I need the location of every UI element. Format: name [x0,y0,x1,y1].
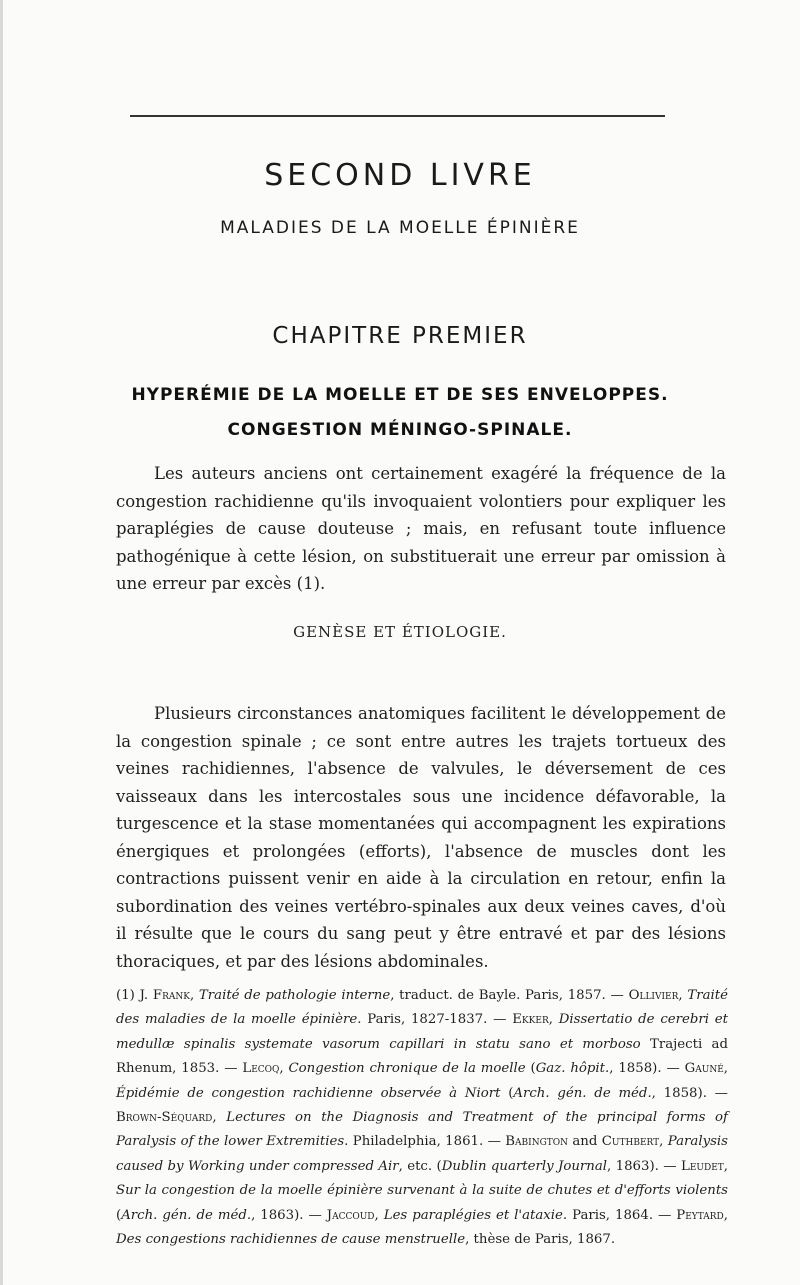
footnote-text: , 1863). — [607,1158,681,1174]
chapter-heading-line2: CONGESTION MÉNINGO-SPINALE. [227,420,573,440]
footnote-text: , [678,988,688,1003]
body-paragraph: Plusieurs circonstances anatomiques facilitent le développement de la congestion spinale ; ce sont entre autres les trajets tortueux des veines rachidiennes, l'absence de valvules, le déversement de ces vaisseaux dans les intercostales sous une incidence défavorable, la turgescence et la stase momentanées qui accompagnent les expirations énergiques et prolongées (efforts), l'absence de muscles dont les contractions puissent venir en aide à la circulation en retour, enfin la subordination des veines vertébro-spinales aux deux veines caves, d'où il résulte que le cours du sang peut y être entravé et par des lésions thoraciques, et par des lésions abdominales. [116,704,726,971]
footnote-text: ( [525,1061,536,1077]
footnote-text: Trajecti ad Rhenum, 1853. — [116,1036,728,1077]
book-subtitle: MALADIES DE LA MOELLE ÉPINIÈRE [220,218,580,238]
footnote-journal: Dublin quarterly Journal [441,1158,608,1174]
footnote-text: , traduct. de Bayle. Paris, 1857. — [390,988,629,1003]
footnote-text: , etc. ( [398,1158,442,1174]
footnote-author: Babington [505,1134,569,1150]
footnote-text: , [189,988,199,1003]
footnote-text: , thèse de Paris, 1867. [465,1232,616,1248]
footnote-author: Brown-Séquard [116,1110,213,1126]
footnote-text: , [548,1012,559,1028]
footnote-author: Leudet [681,1158,724,1174]
footnote-author: Lecoq [242,1061,280,1077]
footnote-text: , 1858). — [651,1085,728,1101]
footnote-journal: Gaz. hôpit. [535,1061,610,1077]
footnote-work-title: Sur la congestion de la moelle épinière survenant à la suite de chutes et d'efforts violents [116,1183,728,1199]
footnote-work-title: Lectures on the Diagnosis and Treatment of the principal forms of Paralysis of the lower Extremities [116,1110,728,1150]
footnote-text: , 1863). — [251,1207,327,1223]
header-rule [130,115,665,117]
footnote-author: Peytard [676,1207,724,1223]
footnote-author: Gauné [684,1061,724,1077]
footnote-journal: Arch. gén. de méd. [121,1207,252,1223]
footnote-marker: (1) [116,988,140,1003]
footnote-text: , [374,1207,384,1223]
footnote-text: , [723,1158,729,1174]
footnote-journal: Arch. gén. de méd. [513,1085,652,1101]
footnote-work-title: Traité des maladies de la moelle épinière [116,988,728,1028]
footnote-work-title: Paralysis caused by Working under compressed Air [116,1134,728,1174]
footnote-text: , [723,1061,728,1077]
footnote-work-title: Dissertatio de cerebri et medullæ spinalis systemate vasorum capillari in statu sano et morboso [116,1012,728,1052]
book-title: SECOND LIVRE [264,158,536,193]
footnote-text: . Paris, 1864. — [562,1207,677,1223]
footnote-text: , [212,1110,227,1126]
footnote-text: , [723,1207,728,1223]
footnote-text: ( [500,1085,514,1101]
footnote-work-title: Les paraplégies et l'ataxie [383,1207,563,1223]
footnote-work-title: Traité de pathologie interne [198,988,391,1003]
footnote [116,984,728,1252]
section-heading: GENÈSE ET ÉTIOLOGIE. [293,623,507,641]
footnote-work-title: Épidémie de congestion rachidienne observée à Niort [116,1085,501,1101]
footnote-text: . Philadelphia, 1861. — [344,1134,506,1150]
footnote-author: Jaccoud [326,1207,375,1223]
footnote-work-title: Congestion chronique de la moelle [288,1061,526,1077]
footnote-work-title: Des congestions rachidiennes de cause menstruelle [116,1232,466,1248]
chapter-heading-line1: HYPERÉMIE DE LA MOELLE ET DE SES ENVELOPPES. [131,385,669,405]
footnote-author: Cuthbert [601,1134,660,1150]
intro-paragraph: Les auteurs anciens ont certainement exagéré la fréquence de la congestion rachidienne qu'ils invoquaient volontiers pour expliquer les paraplégies de cause douteuse ; mais, en refusant toute influence pathogénique à cette lésion, on substituerait une erreur par omission à une erreur par excès (1). [116,464,726,593]
footnote-text: and [568,1134,602,1150]
footnote-text: , [659,1134,668,1150]
footnote-author: Ekker [512,1012,549,1028]
footnote-author: Ollivier [628,988,679,1003]
footnote-text: , [279,1061,289,1077]
footnote-text: ( [116,1207,122,1223]
footnote-author: J. Frank [139,988,190,1003]
footnote-text: . Paris, 1827-1837. — [357,1012,513,1028]
chapter-title: CHAPITRE PREMIER [272,323,528,349]
footnote-text: , 1858). — [609,1061,685,1077]
